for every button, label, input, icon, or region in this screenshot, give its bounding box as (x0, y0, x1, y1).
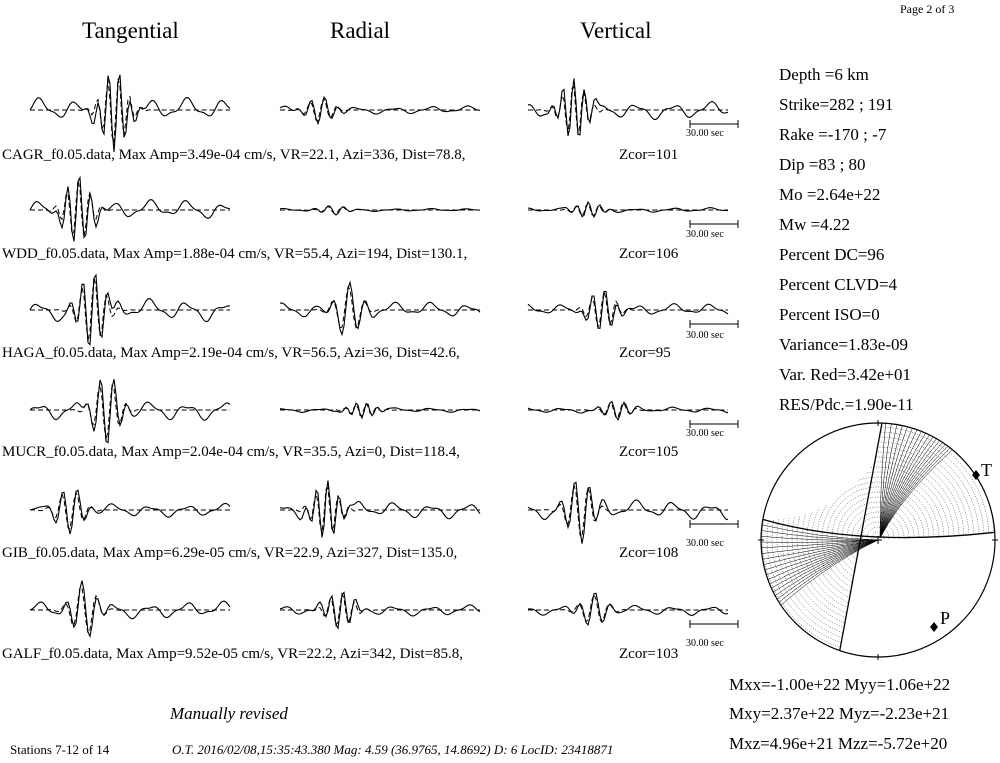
page-number: Page 2 of 3 (900, 2, 955, 16)
waveform-trace (528, 291, 728, 328)
synthetic-waveform (528, 485, 728, 537)
observed-waveform (30, 275, 230, 345)
column-header-tangential: Tangential (82, 18, 179, 43)
zcor-haga: Zcor=95 (619, 345, 671, 361)
p-axis-label: P (940, 608, 951, 628)
waveform-trace (280, 592, 480, 628)
observed-waveform (528, 482, 728, 543)
waveform-trace (280, 403, 480, 418)
column-header-radial: Radial (330, 18, 391, 43)
waveform-trace (280, 206, 480, 215)
column-header-vertical: Vertical (580, 18, 652, 43)
magnitude-value: Mw =4.22 (779, 215, 850, 234)
waveform-trace (30, 581, 230, 637)
station-label-galf: GALF_f0.05.data, Max Amp=9.52e-05 cm/s, VR=22.2, Azi=342, Dist=85.8, (2, 646, 464, 662)
scale-label: 30.00 sec (686, 638, 724, 649)
variance-reduction: Var. Red=3.42e+01 (779, 365, 912, 384)
waveform-trace (528, 202, 728, 217)
observed-waveform (280, 592, 480, 628)
variance-value: Variance=1.83e-09 (779, 335, 909, 354)
stations-range: Stations 7-12 of 14 (10, 742, 110, 757)
scale-label: 30.00 sec (686, 538, 724, 549)
waveform-trace (30, 75, 230, 152)
observed-waveform (30, 75, 230, 152)
percent-dc: Percent DC=96 (779, 245, 885, 264)
observed-waveform (280, 282, 480, 334)
synthetic-waveform (30, 492, 230, 529)
observed-waveform (528, 202, 728, 217)
moment-value: Mo =2.64e+22 (779, 185, 881, 204)
synthetic-waveform (280, 488, 480, 533)
scale-label: 30.00 sec (686, 330, 724, 341)
observed-waveform (528, 593, 728, 625)
station-label-gib: GIB_f0.05.data, Max Amp=6.29e-05 cm/s, VR=22.9, Azi=327, Dist=135.0, (2, 545, 458, 561)
dip-value: Dip =83 ; 80 (779, 155, 866, 174)
scale-label: 30.00 sec (686, 229, 724, 240)
time-scale-bar (690, 620, 738, 628)
zcor-cagr: Zcor=101 (619, 147, 679, 163)
strike-value: Strike=282 ; 191 (779, 95, 894, 114)
focal-mechanism-beachball (758, 420, 998, 660)
time-scale-bar (690, 320, 738, 328)
percent-iso: Percent ISO=0 (779, 305, 880, 324)
waveform-trace (528, 593, 728, 625)
waveform-trace (30, 490, 230, 534)
moment-tensor-row-1: Mxx=-1.00e+22 Myy=1.06e+22 (729, 675, 951, 694)
moment-tensor-row-3: Mxz=4.96e+21 Mzz=-5.72e+20 (729, 734, 948, 753)
synthetic-waveform (30, 384, 230, 440)
observed-waveform (528, 402, 728, 420)
rake-value: Rake =-170 ; -7 (779, 125, 887, 144)
zcor-wdd: Zcor=106 (619, 246, 679, 262)
t-axis-label: T (981, 460, 992, 480)
observed-waveform (280, 206, 480, 215)
scale-label: 30.00 sec (686, 128, 724, 139)
station-label-wdd: WDD_f0.05.data, Max Amp=1.88e-04 cm/s, VR=55.4, Azi=194, Dist=130.1, (2, 246, 468, 262)
depth-value: Depth =6 km (779, 65, 869, 84)
station-label-haga: HAGA_f0.05.data, Max Amp=2.19e-04 cm/s, VR=56.5, Azi=36, Dist=42.6, (2, 345, 460, 361)
time-scale-bar (690, 120, 738, 128)
waveform-trace (280, 481, 480, 538)
waveform-trace (30, 178, 230, 242)
observed-waveform (280, 481, 480, 538)
synthetic-waveform (30, 180, 230, 236)
moment-tensor-row-2: Mxy=2.37e+22 Myz=-2.23e+21 (729, 704, 950, 723)
waveform-trace (30, 275, 230, 345)
station-label-cagr: CAGR_f0.05.data, Max Amp=3.49e-04 cm/s, VR=22.1, Azi=336, Dist=78.8, (2, 147, 466, 163)
time-scale-bar (690, 220, 738, 228)
zcor-gib: Zcor=108 (619, 545, 679, 561)
time-scale-bar (690, 520, 738, 528)
station-label-mucr: MUCR_f0.05.data, Max Amp=2.04e-04 cm/s, VR=35.5, Azi=0, Dist=118.4, (2, 444, 460, 460)
synthetic-waveform (280, 287, 480, 328)
synthetic-waveform (30, 587, 230, 633)
scale-label: 30.00 sec (686, 428, 724, 439)
zcor-galf: Zcor=103 (619, 646, 679, 662)
origin-info: O.T. 2016/02/08,15:35:43.380 Mag: 4.59 (36.9765, 14.8692) D: 6 LocID: 23418871 (172, 742, 614, 757)
waveform-trace (528, 482, 728, 543)
waveform-trace (528, 402, 728, 420)
revision-note: Manually revised (170, 704, 288, 723)
synthetic-waveform (30, 79, 230, 143)
percent-clvd: Percent CLVD=4 (779, 275, 898, 294)
synthetic-waveform (280, 594, 480, 625)
waveform-trace (280, 97, 480, 123)
zcor-mucr: Zcor=105 (619, 444, 679, 460)
observed-waveform (30, 490, 230, 534)
waveform-trace (30, 379, 230, 442)
waveform-trace (280, 282, 480, 334)
time-scale-bar (690, 420, 738, 428)
residual-pdc: RES/Pdc.=1.90e-11 (779, 395, 914, 414)
synthetic-waveform (30, 277, 230, 341)
observed-waveform (30, 581, 230, 637)
